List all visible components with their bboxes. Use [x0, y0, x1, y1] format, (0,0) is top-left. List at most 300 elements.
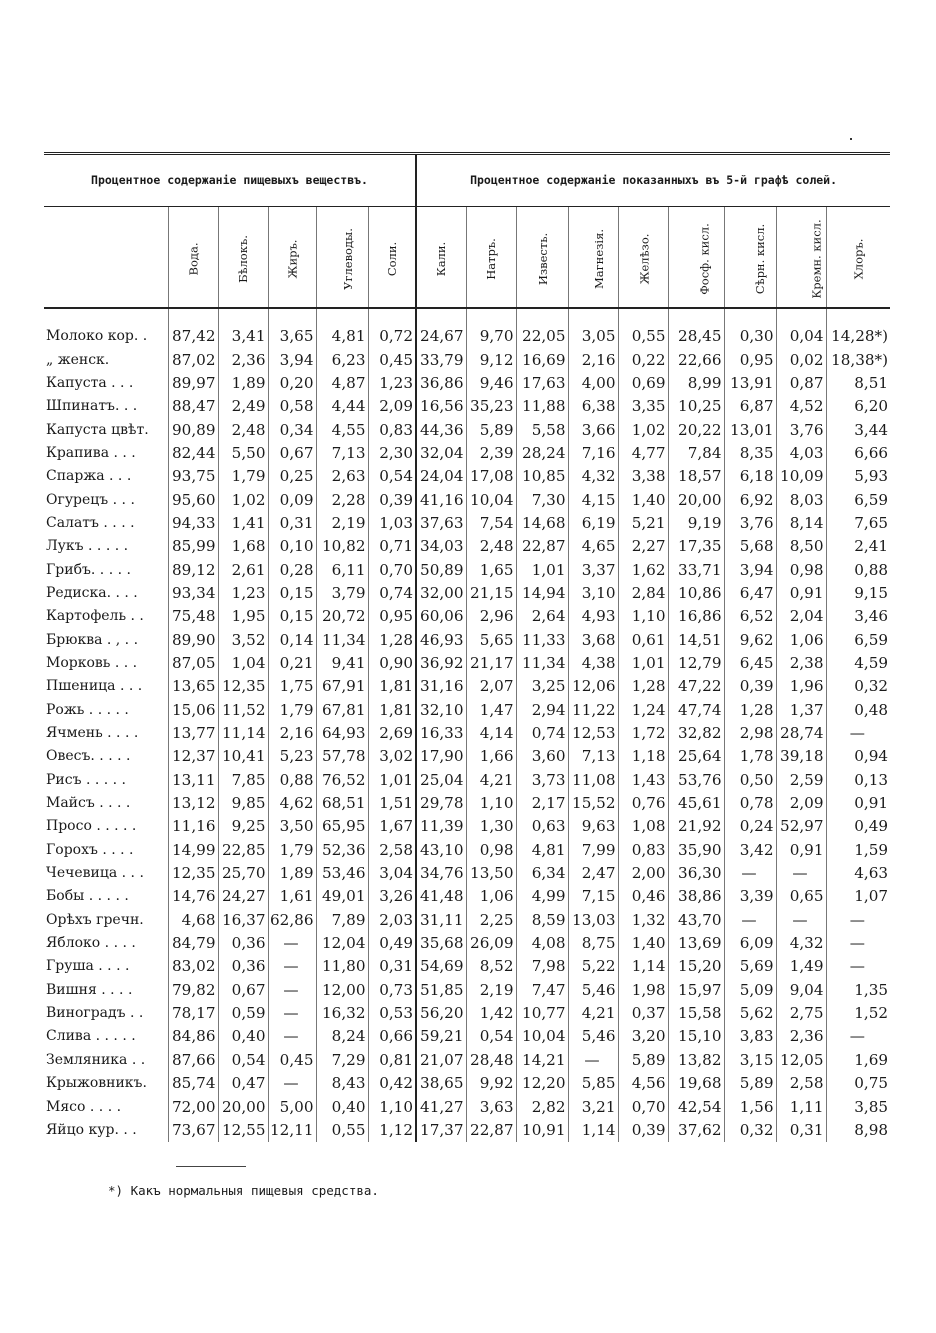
- table-cell: —: [826, 1025, 890, 1048]
- table-cell: 0,40: [316, 1095, 368, 1118]
- table-cell: 5,23: [268, 745, 316, 768]
- table-cell: 0,88: [268, 769, 316, 792]
- table-cell: 1,81: [368, 675, 416, 698]
- table-cell: 32,00: [416, 582, 466, 605]
- table-cell: 3,76: [776, 418, 826, 441]
- table-cell: 14,99: [168, 839, 218, 862]
- table-cell: 0,39: [368, 488, 416, 511]
- table-cell: 4,38: [568, 652, 618, 675]
- table-cell: 1,40: [618, 932, 668, 955]
- row-label: Просо . . . . .: [46, 818, 137, 835]
- table-row: [44, 512, 890, 535]
- table-cell: 9,62: [724, 628, 776, 651]
- table-cell: 10,77: [516, 1002, 568, 1025]
- table-cell: 10,91: [516, 1119, 568, 1142]
- table-cell: 0,45: [268, 1049, 316, 1072]
- table-cell: 3,52: [218, 628, 268, 651]
- table-cell: 2,64: [516, 605, 568, 628]
- table-cell: 3,41: [218, 308, 268, 348]
- table-cell: —: [724, 862, 776, 885]
- table-cell: 13,69: [668, 932, 724, 955]
- row-label: Груша . . . .: [46, 958, 130, 975]
- table-row: [44, 792, 890, 815]
- column-header-label: Соли.: [384, 241, 399, 276]
- table-cell: 3,42: [724, 839, 776, 862]
- salts-group-header: Процентное содержанiе показанныхъ въ 5-й графѣ солей.: [416, 154, 890, 207]
- table-cell: 75,48: [168, 605, 218, 628]
- table-cell: 11,08: [568, 769, 618, 792]
- table-cell: 12,35: [218, 675, 268, 698]
- table-cell: 54,69: [416, 955, 466, 978]
- row-label: Слива . . . . .: [46, 1028, 136, 1045]
- table-cell: 13,01: [724, 418, 776, 441]
- table-cell: 5,46: [568, 979, 618, 1002]
- table-cell: 1,72: [618, 722, 668, 745]
- table-cell: 0,32: [724, 1119, 776, 1142]
- table-cell: 11,14: [218, 722, 268, 745]
- table-cell: 0,58: [268, 395, 316, 418]
- table-cell: 21,17: [466, 652, 516, 675]
- table-cell: 56,20: [416, 1002, 466, 1025]
- row-label: Вишня . . . .: [46, 981, 133, 998]
- table-row: [44, 395, 890, 418]
- table-cell: 89,90: [168, 628, 218, 651]
- table-cell: 4,56: [618, 1072, 668, 1095]
- column-header: [218, 207, 268, 309]
- table-cell: 1,61: [268, 885, 316, 908]
- table-row: [44, 675, 890, 698]
- table-cell: 20,00: [668, 488, 724, 511]
- table-row: [44, 1119, 890, 1142]
- table-cell: 2,36: [776, 1025, 826, 1048]
- table-cell: 3,76: [724, 512, 776, 535]
- table-cell: 5,21: [618, 512, 668, 535]
- table-cell: 12,53: [568, 722, 618, 745]
- table-cell: 13,77: [168, 722, 218, 745]
- table-cell: 1,14: [568, 1119, 618, 1142]
- table-cell: 0,14: [268, 628, 316, 651]
- table-cell: 7,15: [568, 885, 618, 908]
- table-cell: 1,65: [466, 558, 516, 581]
- row-label: Орѣхъ гречн.: [46, 911, 144, 928]
- table-row: [44, 1002, 890, 1025]
- table-cell: 4,99: [516, 885, 568, 908]
- table-cell: 7,47: [516, 979, 568, 1002]
- table-cell: 0,76: [618, 792, 668, 815]
- table-cell: 3,79: [316, 582, 368, 605]
- table-cell: 2,84: [618, 582, 668, 605]
- table-cell: 53,76: [668, 769, 724, 792]
- table-cell: —: [268, 1072, 316, 1095]
- table-cell: 15,58: [668, 1002, 724, 1025]
- table-cell: 9,70: [466, 308, 516, 348]
- table-cell: 4,68: [168, 909, 218, 932]
- table-cell: —: [268, 1025, 316, 1048]
- table-cell: 11,34: [516, 652, 568, 675]
- table-cell: 4,65: [568, 535, 618, 558]
- table-cell: 87,66: [168, 1049, 218, 1072]
- table-cell: 5,46: [568, 1025, 618, 1048]
- table-cell: 2,98: [724, 722, 776, 745]
- row-label: Морковь . . .: [46, 654, 138, 671]
- table-cell: 4,00: [568, 372, 618, 395]
- table-cell: 6,18: [724, 465, 776, 488]
- table-cell: 12,11: [268, 1119, 316, 1142]
- table-cell: 9,19: [668, 512, 724, 535]
- table-cell: —: [568, 1049, 618, 1072]
- table-cell: 88,47: [168, 395, 218, 418]
- table-cell: 17,37: [416, 1119, 466, 1142]
- table-cell: 0,69: [618, 372, 668, 395]
- table-cell: 0,22: [618, 348, 668, 371]
- table-cell: 6,92: [724, 488, 776, 511]
- table-row: [44, 488, 890, 511]
- table-cell: 5,93: [826, 465, 890, 488]
- table-cell: 0,13: [826, 769, 890, 792]
- table-cell: 36,92: [416, 652, 466, 675]
- table-cell: 6,09: [724, 932, 776, 955]
- table-row: [44, 605, 890, 628]
- table-cell: 5,22: [568, 955, 618, 978]
- row-label: Крапива . . .: [46, 444, 136, 461]
- table-cell: 42,54: [668, 1095, 724, 1118]
- table-cell: 32,82: [668, 722, 724, 745]
- table-cell: 4,93: [568, 605, 618, 628]
- table-cell: 20,72: [316, 605, 368, 628]
- row-label: Рожь . . . . .: [46, 701, 129, 718]
- table-cell: 12,00: [316, 979, 368, 1002]
- table-cell: —: [776, 862, 826, 885]
- table-cell: 10,86: [668, 582, 724, 605]
- group-header-row: [44, 154, 890, 207]
- table-cell: 2,17: [516, 792, 568, 815]
- table-cell: 1,12: [368, 1119, 416, 1142]
- table-cell: 13,11: [168, 769, 218, 792]
- table-cell: 4,52: [776, 395, 826, 418]
- table-cell: 1,01: [368, 769, 416, 792]
- table-cell: 38,65: [416, 1072, 466, 1095]
- table-row: [44, 979, 890, 1002]
- table-row: [44, 372, 890, 395]
- table-cell: 0,31: [776, 1119, 826, 1142]
- table-cell: 10,25: [668, 395, 724, 418]
- table-cell: 17,90: [416, 745, 466, 768]
- table-cell: 13,12: [168, 792, 218, 815]
- table-cell: 6,19: [568, 512, 618, 535]
- table-cell: 1,32: [618, 909, 668, 932]
- table-cell: 14,94: [516, 582, 568, 605]
- table-cell: 4,81: [516, 839, 568, 862]
- table-cell: 0,37: [618, 1002, 668, 1025]
- table-cell: 1,81: [368, 699, 416, 722]
- table-cell: 4,77: [618, 442, 668, 465]
- table-row: [44, 722, 890, 745]
- table-cell: 36,86: [416, 372, 466, 395]
- table-cell: 62,86: [268, 909, 316, 932]
- table-cell: 6,59: [826, 488, 890, 511]
- row-label: „ женск.: [46, 351, 110, 368]
- column-header: [316, 207, 368, 309]
- table-row: [44, 815, 890, 838]
- table-row: [44, 885, 890, 908]
- row-label: Лукъ . . . . .: [46, 538, 129, 555]
- table-cell: 1,98: [618, 979, 668, 1002]
- table-cell: 0,75: [826, 1072, 890, 1095]
- table-cell: 3,66: [568, 418, 618, 441]
- table-cell: 2,16: [568, 348, 618, 371]
- row-label: Яблоко . . . .: [46, 935, 136, 952]
- table-cell: 35,68: [416, 932, 466, 955]
- table-cell: 2,36: [218, 348, 268, 371]
- table-cell: 17,35: [668, 535, 724, 558]
- table-cell: 15,52: [568, 792, 618, 815]
- table-cell: 7,65: [826, 512, 890, 535]
- table-cell: 49,01: [316, 885, 368, 908]
- table-cell: 28,45: [668, 308, 724, 348]
- table-cell: 0,32: [826, 675, 890, 698]
- table-cell: 7,89: [316, 909, 368, 932]
- table-cell: 6,52: [724, 605, 776, 628]
- table-cell: 1,59: [826, 839, 890, 862]
- table-cell: 1,02: [618, 418, 668, 441]
- table-cell: 1,89: [218, 372, 268, 395]
- table-row: [44, 932, 890, 955]
- table-cell: 4,15: [568, 488, 618, 511]
- table-row: [44, 558, 890, 581]
- table-cell: 7,99: [568, 839, 618, 862]
- table-cell: 3,94: [268, 348, 316, 371]
- table-cell: 5,65: [466, 628, 516, 651]
- table-cell: 0,10: [268, 535, 316, 558]
- table-cell: 0,73: [368, 979, 416, 1002]
- table-cell: 5,85: [568, 1072, 618, 1095]
- table-cell: 1,07: [826, 885, 890, 908]
- table-row: [44, 1049, 890, 1072]
- table-cell: 0,46: [618, 885, 668, 908]
- table-cell: 57,78: [316, 745, 368, 768]
- table-cell: 1,40: [618, 488, 668, 511]
- table-cell: 6,34: [516, 862, 568, 885]
- column-header-label: Вода.: [186, 242, 200, 275]
- table-cell: 1,41: [218, 512, 268, 535]
- table-cell: 0,50: [724, 769, 776, 792]
- column-header: [826, 207, 890, 309]
- table-row: [44, 535, 890, 558]
- row-label: Спаржа . . .: [46, 468, 132, 485]
- table-cell: 0,36: [218, 932, 268, 955]
- table-cell: 79,82: [168, 979, 218, 1002]
- table-cell: 0,67: [268, 442, 316, 465]
- table-cell: 15,20: [668, 955, 724, 978]
- column-header: [516, 207, 568, 309]
- table-cell: 0,70: [368, 558, 416, 581]
- table-cell: 6,20: [826, 395, 890, 418]
- table-cell: 93,75: [168, 465, 218, 488]
- table-cell: 0,20: [268, 372, 316, 395]
- table-cell: 1,37: [776, 699, 826, 722]
- table-cell: 4,63: [826, 862, 890, 885]
- table-cell: 0,04: [776, 308, 826, 348]
- table-cell: —: [826, 722, 890, 745]
- table-cell: 1,89: [268, 862, 316, 885]
- row-label: Горохъ . . . .: [46, 841, 134, 858]
- table-cell: 4,81: [316, 308, 368, 348]
- table-cell: 10,85: [516, 465, 568, 488]
- table-cell: 29,78: [416, 792, 466, 815]
- table-cell: 33,79: [416, 348, 466, 371]
- table-cell: 25,64: [668, 745, 724, 768]
- table-cell: 41,48: [416, 885, 466, 908]
- row-label: Грибъ. . . . .: [46, 561, 131, 578]
- table-cell: 4,14: [466, 722, 516, 745]
- column-header-row: [44, 207, 890, 309]
- table-cell: 13,50: [466, 862, 516, 885]
- table-cell: 0,34: [268, 418, 316, 441]
- table-cell: 11,39: [416, 815, 466, 838]
- table-row: [44, 442, 890, 465]
- table-cell: 0,55: [316, 1119, 368, 1142]
- table-cell: 6,59: [826, 628, 890, 651]
- table-cell: 0,54: [218, 1049, 268, 1072]
- table-cell: 8,14: [776, 512, 826, 535]
- table-cell: 3,25: [516, 675, 568, 698]
- table-cell: 3,04: [368, 862, 416, 885]
- table-cell: 11,88: [516, 395, 568, 418]
- table-body: [44, 308, 890, 1142]
- table-cell: 5,89: [466, 418, 516, 441]
- row-label: Салатъ . . . .: [46, 514, 135, 531]
- table-row: [44, 418, 890, 441]
- table-cell: 0,74: [516, 722, 568, 745]
- table-cell: 0,28: [268, 558, 316, 581]
- table-cell: 14,51: [668, 628, 724, 651]
- table-cell: 3,46: [826, 605, 890, 628]
- table-cell: 12,55: [218, 1119, 268, 1142]
- table-cell: 41,16: [416, 488, 466, 511]
- table-cell: 2,09: [368, 395, 416, 418]
- table-cell: 9,63: [568, 815, 618, 838]
- table-cell: 0,55: [618, 308, 668, 348]
- table-cell: 5,68: [724, 535, 776, 558]
- table-cell: 2,19: [466, 979, 516, 1002]
- table-cell: 82,44: [168, 442, 218, 465]
- row-label: Крыжовникъ.: [46, 1075, 147, 1092]
- table-cell: 43,10: [416, 839, 466, 862]
- table-cell: 65,95: [316, 815, 368, 838]
- table-cell: 51,85: [416, 979, 466, 1002]
- table-cell: 87,42: [168, 308, 218, 348]
- table-cell: 1,79: [268, 839, 316, 862]
- table-cell: 22,85: [218, 839, 268, 862]
- table-cell: 35,90: [668, 839, 724, 862]
- table-cell: 0,98: [776, 558, 826, 581]
- table-cell: 1,35: [826, 979, 890, 1002]
- table-cell: 22,05: [516, 308, 568, 348]
- table-cell: 0,45: [368, 348, 416, 371]
- table-cell: 0,39: [618, 1119, 668, 1142]
- table-cell: 4,03: [776, 442, 826, 465]
- column-header-label: Жиръ.: [284, 239, 299, 278]
- table-cell: 1,51: [368, 792, 416, 815]
- table-cell: 7,98: [516, 955, 568, 978]
- table-cell: 31,11: [416, 909, 466, 932]
- column-header-label: Бѣлокъ.: [236, 234, 250, 283]
- table-cell: 2,38: [776, 652, 826, 675]
- table-cell: 1,23: [218, 582, 268, 605]
- column-header-label: Углеводы.: [340, 227, 355, 290]
- table-cell: 20,00: [218, 1095, 268, 1118]
- table-cell: 4,59: [826, 652, 890, 675]
- column-header: [268, 207, 316, 309]
- table-cell: 68,51: [316, 792, 368, 815]
- row-label: Ячмень . . . .: [46, 725, 139, 742]
- column-header-label: Кремн. кисл.: [809, 218, 824, 299]
- table-cell: —: [268, 932, 316, 955]
- row-label: Редиска. . . .: [46, 584, 138, 601]
- table-cell: 28,48: [466, 1049, 516, 1072]
- table-cell: 11,16: [168, 815, 218, 838]
- column-header-label: Натръ.: [484, 237, 499, 280]
- table-cell: 16,86: [668, 605, 724, 628]
- table-row: [44, 699, 890, 722]
- table-cell: 3,21: [568, 1095, 618, 1118]
- table-cell: 7,13: [316, 442, 368, 465]
- table-cell: —: [724, 909, 776, 932]
- table-cell: 3,15: [724, 1049, 776, 1072]
- row-label: Молоко кор. .: [46, 328, 148, 345]
- table-cell: 3,10: [568, 582, 618, 605]
- table-cell: 2,30: [368, 442, 416, 465]
- table-cell: 3,02: [368, 745, 416, 768]
- table-cell: 3,60: [516, 745, 568, 768]
- column-header-label: Фосф. кисл.: [697, 222, 712, 295]
- table-cell: 0,74: [368, 582, 416, 605]
- table-cell: 1,79: [268, 699, 316, 722]
- table-cell: 50,89: [416, 558, 466, 581]
- table-cell: 5,58: [516, 418, 568, 441]
- table-cell: 89,12: [168, 558, 218, 581]
- table-cell: 1,42: [466, 1002, 516, 1025]
- table-cell: 9,41: [316, 652, 368, 675]
- table-row: [44, 909, 890, 932]
- table-cell: 1,43: [618, 769, 668, 792]
- table-cell: 0,49: [368, 932, 416, 955]
- table-cell: 17,08: [466, 465, 516, 488]
- column-header: [416, 207, 466, 309]
- table-cell: 0,65: [776, 885, 826, 908]
- table-cell: 10,04: [516, 1025, 568, 1048]
- row-label: Брюква . , . .: [46, 631, 139, 648]
- table-cell: 15,10: [668, 1025, 724, 1048]
- table-cell: 6,11: [316, 558, 368, 581]
- table-cell: 1,11: [776, 1095, 826, 1118]
- table-cell: 0,42: [368, 1072, 416, 1095]
- table-cell: 8,52: [466, 955, 516, 978]
- table-cell: 3,73: [516, 769, 568, 792]
- table-cell: 8,51: [826, 372, 890, 395]
- row-label: Бобы . . . . .: [46, 888, 129, 905]
- table-cell: 19,68: [668, 1072, 724, 1095]
- table-cell: 25,70: [218, 862, 268, 885]
- table-cell: 8,99: [668, 372, 724, 395]
- speck: [850, 138, 852, 140]
- row-label: Мясо . . . .: [46, 1098, 122, 1115]
- table-cell: 52,97: [776, 815, 826, 838]
- table-cell: 1,04: [218, 652, 268, 675]
- table-cell: 73,67: [168, 1119, 218, 1142]
- table-cell: 78,17: [168, 1002, 218, 1025]
- row-label: Виноградъ . .: [46, 1005, 144, 1022]
